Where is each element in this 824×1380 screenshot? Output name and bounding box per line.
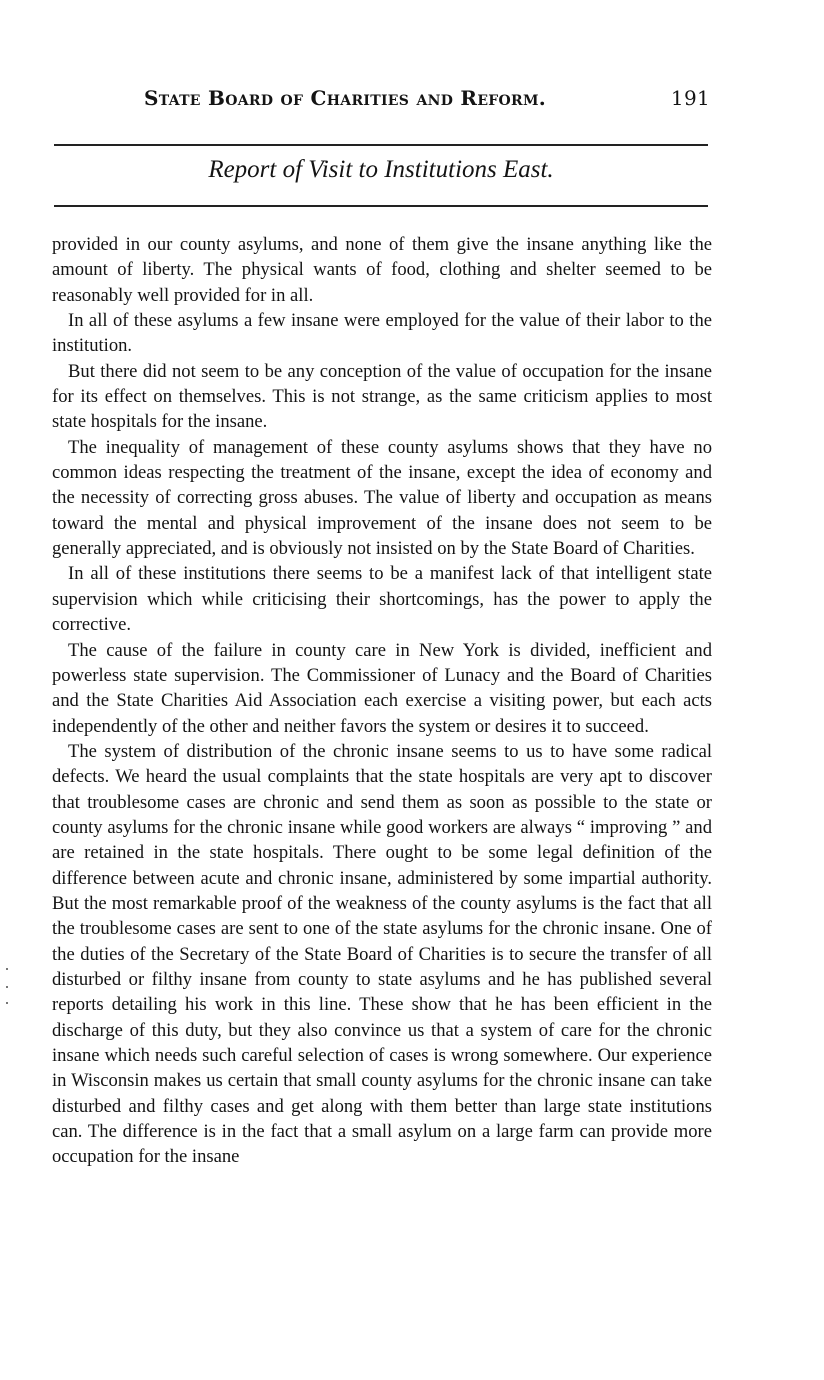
paragraph-2: In all of these asylums a few insane were employed for the value of their labor to the institution. — [52, 310, 712, 357]
page-number: 191 — [670, 86, 710, 110]
paragraph-3: But there did not seem to be any conception of the value of occupation for the insane for its effect on themselves. This is not strange, as the same criticism applies to most state hospitals for the insane. — [52, 360, 712, 433]
body-text — [52, 232, 712, 1170]
section-subtitle: Report of Visit to Institutions East. — [208, 156, 554, 183]
paragraph-7: The system of distribution of the chronic insane seems to us to have some radical defects. We heard the usual complaints that the state hospitals are very apt to discover that troublesome cases are chronic and send them as soon as possible to the state or county asylums for the chronic insane while good workers are always “ improving ” and are retained in the state hospitals. There ought to be some legal definition of the difference between acute and chronic insane, administered by some impartial authority. But the most remarkable proof of the weakness of the county asylums is the fact that all the troublesome cases are sent to one of the state asylums for the chronic insane. One of the duties of the Secretary of the State Board of Charities is to secure the transfer of all disturbed or filthy insane from county to state asylums and he has published several reports detailing his work in this line. These show that he has been efficient in the discharge of this duty, but they also convince us that a system of care for the chronic insane which needs such careful selection of cases is wrong somewhere. Our experience in Wisconsin makes us certain that small county asylums for the chronic insane can take disturbed and filthy cases and get along with them better than large state institutions can. The difference is in the fact that a small asylum on a large farm can provide more occupation for the insane — [52, 740, 712, 1168]
paragraph-4: The inequality of management of these county asylums shows that they have no common ideas respecting the treatment of the insane, except the idea of economy and the necessity of correcting gross abuses. The value of liberty and occupation as means toward the mental and physical improvement of the insane does not seem to be generally appreciated, and is obviously not insisted on by the State Board of Charities. — [52, 436, 712, 560]
paragraph-5: In all of these institutions there seems to be a manifest lack of that intelligent state supervision which while criticising their shortcomings, has the power to apply the corrective. — [52, 563, 712, 636]
paragraph-6: The cause of the failure in county care in New York is divided, inefficient and powerless state supervision. The Commissioner of Lunacy and the Board of Charities and the State Charities Aid Association each exercise a visiting power, but each acts independently of the other and neither favors the system or desires it to succeed. — [52, 639, 712, 737]
header-rule-top — [54, 144, 708, 146]
running-head-title: State Board of Charities and Reform. — [144, 86, 547, 110]
paragraph-1: provided in our county asylums, and none of them give the insane anything like the amount of liberty. The physical wants of food, clothing and shelter seemed to be reasonably well provided for in all. — [52, 234, 712, 306]
margin-specks — [4, 968, 12, 1018]
running-head — [52, 86, 712, 116]
header-rule-bottom — [54, 205, 708, 207]
